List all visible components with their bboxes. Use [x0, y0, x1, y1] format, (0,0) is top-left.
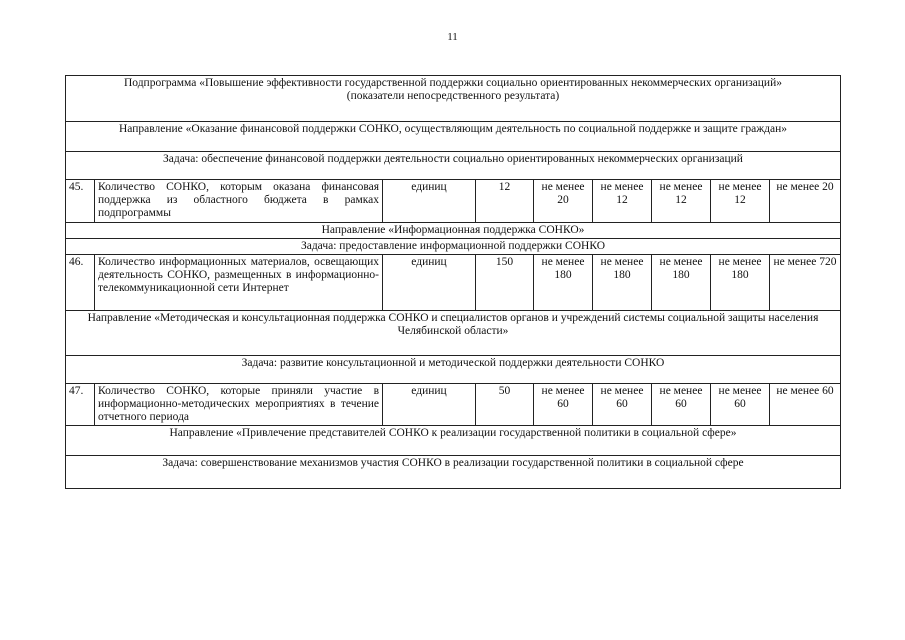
- direction-row: [66, 311, 841, 356]
- task-row: [66, 152, 841, 180]
- row-number: 47.: [66, 384, 95, 426]
- value-cell-2: не менее 60: [593, 384, 652, 426]
- direction-row: [66, 223, 841, 239]
- value-cell-4: не менее 180: [711, 255, 770, 311]
- subprogram-title: [66, 76, 841, 122]
- indicator-name: Количество информационных материалов, освещающих деятельность СОНКО, размещенных в информационно-телекоммуникационной сети Интернет: [95, 255, 383, 311]
- base-value-cell: 50: [476, 384, 534, 426]
- base-value-cell: 150: [476, 255, 534, 311]
- subprogram-title-line2: (показатели непосредственного результата): [346, 90, 560, 102]
- value-cell-1: не менее 60: [534, 384, 593, 426]
- subprogram-header-row: [66, 76, 841, 122]
- table-row-46: [66, 255, 841, 311]
- task-row: [66, 356, 841, 384]
- subprogram-title-line1: Подпрограмма «Повышение эффективности государственной поддержки социально ориентированных некоммерческих организаций»: [123, 77, 782, 89]
- value-cell-1: не менее 20: [534, 180, 593, 223]
- unit-cell: единиц: [383, 255, 476, 311]
- value-cell-2: не менее 12: [593, 180, 652, 223]
- total-value-cell: не менее 720: [770, 255, 841, 311]
- direction-information-support: Направление «Информационная поддержка СОНКО»: [66, 223, 841, 239]
- row-number: 46.: [66, 255, 95, 311]
- indicators-table: [65, 75, 841, 489]
- direction-row: [66, 426, 841, 456]
- indicator-name: Количество СОНКО, которым оказана финансовая поддержка из областного бюджета в рамках подпрограммы: [95, 180, 383, 223]
- task-row: [66, 456, 841, 489]
- value-cell-4: не менее 60: [711, 384, 770, 426]
- page-number: 11: [447, 31, 458, 43]
- base-value-cell: 12: [476, 180, 534, 223]
- direction-state-policy: Направление «Привлечение представителей СОНКО к реализации государственной политики в социальной сфере»: [66, 426, 841, 456]
- value-cell-2: не менее 180: [593, 255, 652, 311]
- value-cell-3: не менее 180: [652, 255, 711, 311]
- task-methodical-support: Задача: развитие консультационной и методической поддержки деятельности СОНКО: [66, 356, 841, 384]
- value-cell-1: не менее 180: [534, 255, 593, 311]
- value-cell-4: не менее 12: [711, 180, 770, 223]
- total-value-cell: не менее 60: [770, 384, 841, 426]
- value-cell-3: не менее 60: [652, 384, 711, 426]
- table-row-45: [66, 180, 841, 223]
- task-information-support: Задача: предоставление информационной поддержки СОНКО: [66, 239, 841, 255]
- task-row: [66, 239, 841, 255]
- direction-financial-support: Направление «Оказание финансовой поддержки СОНКО, осуществляющим деятельность по социальной поддержке и защите граждан»: [66, 122, 841, 152]
- task-financial-support: Задача: обеспечение финансовой поддержки деятельности социально ориентированных некоммерческих организаций: [66, 152, 841, 180]
- unit-cell: единиц: [383, 384, 476, 426]
- direction-methodical-support: Направление «Методическая и консультационная поддержка СОНКО и специалистов органов и учреждений системы социальной защиты населения Челябинской области»: [66, 311, 841, 356]
- indicator-name: Количество СОНКО, которые приняли участие в информационно-методических мероприятиях в течение отчетного периода: [95, 384, 383, 426]
- task-state-policy: Задача: совершенствование механизмов участия СОНКО в реализации государственной политики в социальной сфере: [66, 456, 841, 489]
- value-cell-3: не менее 12: [652, 180, 711, 223]
- total-value-cell: не менее 20: [770, 180, 841, 223]
- direction-row: [66, 122, 841, 152]
- table-row-47: [66, 384, 841, 426]
- row-number: 45.: [66, 180, 95, 223]
- unit-cell: единиц: [383, 180, 476, 223]
